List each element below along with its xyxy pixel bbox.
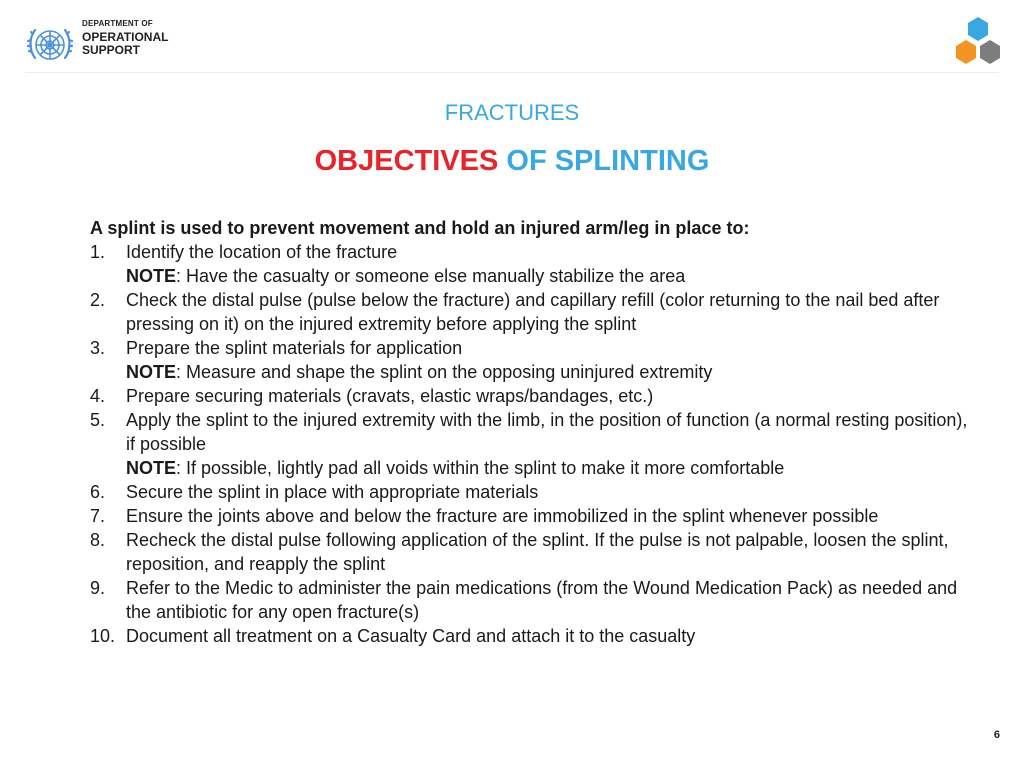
note-text: : Have the casualty or someone else manually stabilize the area: [176, 266, 686, 286]
list-item: [90, 408, 970, 480]
list-item-text: Prepare securing materials (cravats, elastic wraps/bandages, etc.): [126, 386, 654, 406]
list-item: [90, 504, 970, 528]
objectives-list: [90, 240, 970, 648]
slide-topic: FRACTURES: [444, 100, 580, 125]
department-line-1: DEPARTMENT OF: [82, 19, 153, 28]
page-number: 6: [993, 729, 1000, 741]
list-item-text: Identify the location of the fracture: [126, 242, 398, 262]
list-item: [90, 336, 970, 384]
list-item-number: 6.: [90, 482, 106, 502]
list-item-number: 8.: [90, 530, 106, 550]
list-item: [90, 576, 970, 624]
intro-text: A splint is used to prevent movement and hold an injured arm/leg in place to:: [90, 218, 750, 238]
list-item-number: 10.: [90, 626, 116, 646]
list-item-number: 9.: [90, 578, 106, 598]
note-label: NOTE: [126, 266, 177, 286]
slide-content: [90, 216, 970, 648]
list-item: [90, 288, 970, 336]
note-label: NOTE: [126, 458, 177, 478]
department-wordmark: [82, 20, 168, 56]
header-divider: [25, 72, 999, 73]
un-emblem-icon: [25, 20, 75, 70]
note-text: : If possible, lightly pad all voids within the splint to make it more comfortable: [176, 458, 785, 478]
list-item-text: Check the distal pulse (pulse below the fracture) and capillary refill (color returning to the nail bed after pressing on it) on the injured extremity before applying the splint: [126, 290, 940, 334]
title-rest: OF SPLINTING: [498, 145, 710, 177]
list-item-text: Secure the splint in place with appropriate materials: [126, 482, 539, 502]
slide-header: [0, 0, 1024, 72]
list-item-number: 5.: [90, 410, 106, 430]
list-item-text: Recheck the distal pulse following application of the splint. If the pulse is not palpable, loosen the splint, reposition, and reapply the splint: [126, 530, 949, 574]
list-item-text: Document all treatment on a Casualty Card and attach it to the casualty: [126, 626, 696, 646]
list-item-number: 4.: [90, 386, 106, 406]
list-item: [90, 384, 970, 408]
note-label: NOTE: [126, 362, 177, 382]
list-item: [90, 528, 970, 576]
list-item-number: 3.: [90, 338, 106, 358]
department-line-3: SUPPORT: [82, 43, 141, 57]
list-item-number: 1.: [90, 242, 106, 262]
list-item-number: 7.: [90, 506, 106, 526]
hexagon-cluster-icon: [950, 16, 1006, 66]
list-item: [90, 240, 970, 288]
note: [126, 360, 970, 384]
list-item-text: Ensure the joints above and below the fracture are immobilized in the splint whenever possible: [126, 506, 879, 526]
list-item: [90, 624, 970, 648]
list-item-text: Prepare the splint materials for application: [126, 338, 463, 358]
note: [126, 264, 970, 288]
department-line-2: OPERATIONAL: [82, 30, 169, 44]
note-text: : Measure and shape the splint on the opposing uninjured extremity: [176, 362, 713, 382]
slide-title: [0, 145, 1024, 178]
list-item-text: Apply the splint to the injured extremity with the limb, in the position of function (a normal resting position), if possible: [126, 410, 968, 454]
note: [126, 456, 970, 480]
title-highlight: OBJECTIVES: [314, 145, 499, 177]
list-item-text: Refer to the Medic to administer the pain medications (from the Wound Medication Pack) as needed and the antibiotic for any open fracture(s): [126, 578, 958, 622]
list-item: [90, 480, 970, 504]
list-item-number: 2.: [90, 290, 106, 310]
